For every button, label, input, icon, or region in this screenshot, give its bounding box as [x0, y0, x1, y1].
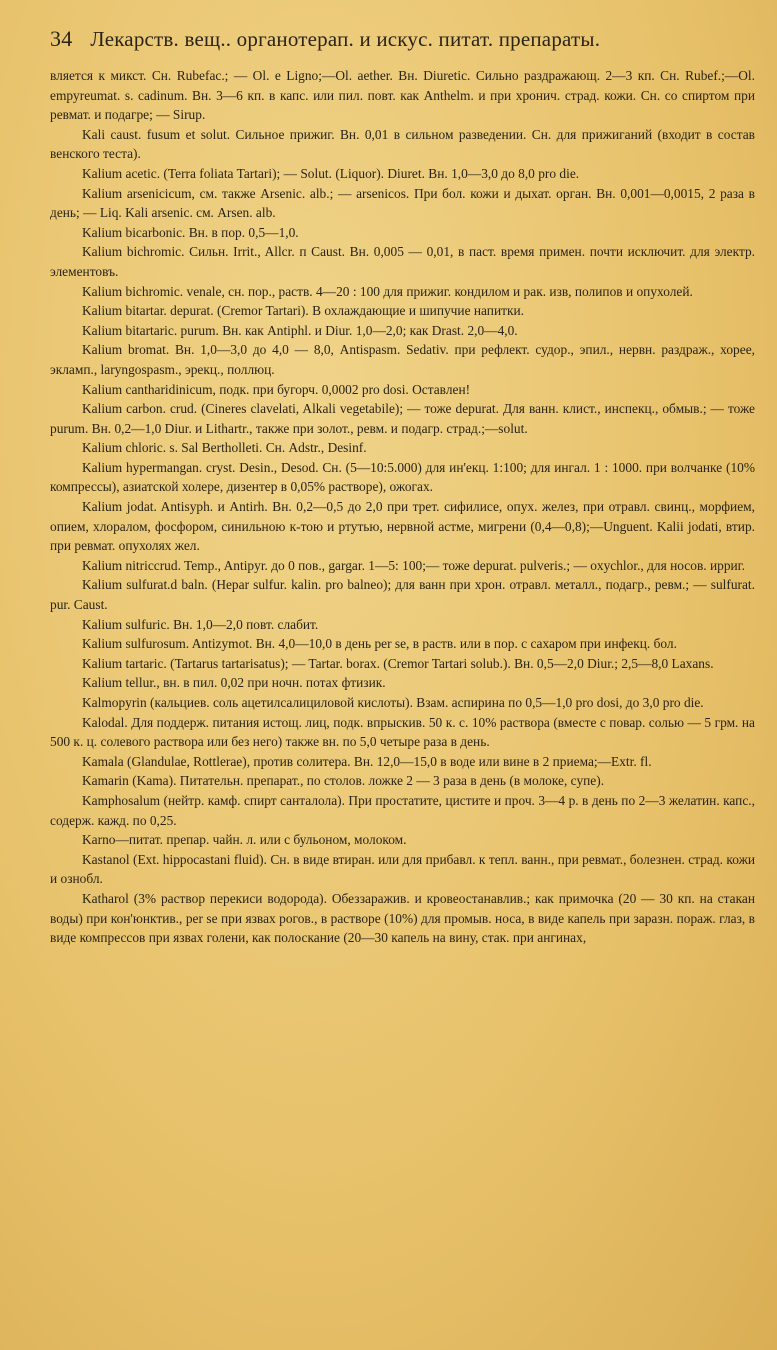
entry-paragraph: Kalium sulfurat.d baln. (Hepar sulfur. kalin. pro balneo); для ванн при хрон. отравл. металл., подагр., ревм.; — sulfurat. pur. Caust.	[50, 577, 755, 613]
entry-paragraph: Kalium tartaric. (Tartarus tartarisatus); — Tartar. borax. (Cremor Tartari solub.). Вн. 0,5—2,0 Diur.; 2,5—8,0 Laxans.	[82, 655, 714, 671]
entry-paragraph: Kalium carbon. crud. (Cineres clavelati, Alkali vegetabile); — тоже depurat. Для ванн. клист., инспекц., обмыв.; — тоже purum. Вн. 0,2—1,0 Diur. и Lithartr., также при золот., ревм. и подагр. страд.;—solut.	[50, 401, 755, 436]
entry-paragraph: Kalium bicarbonic. Вн. в пор. 0,5—1,0.	[82, 224, 299, 240]
entry-paragraph: Kalium bitartar. depurat. (Cremor Tartari). В охлаждающие и шипучие напитки.	[82, 303, 525, 319]
page-header	[50, 26, 755, 52]
entry-paragraph: вляется к микст. Сн. Rubefac.; — Ol. e Ligno;—Ol. aether. Вн. Diuretic. Сильно раздражающ. 2—3 кп. Сн. Rubef.;—Ol. empyreumat. s. cadinum. Вн. 3—6 кп. в капс. или пил. повт. как Anthelm. и при хронич. страд. кожи. Сн. со спиртом при ревмат. и подагре; — Sirup.	[50, 68, 755, 123]
entry-paragraph: Kalium chloric. s. Sal Bertholleti. Сн. Adstr., Desinf.	[82, 440, 367, 456]
entry-paragraph: Katharol (3% раствор перекиси водорода). Обеззаражив. и кровеостанавлив.; как примочка (20 — 30 кп. на стакан воды) при кон'юнктив., per se при язвах рогов., в растворе (10%) для промыв. носа, в виде капель при заразн. пораж. глаз, в виде компрессов при язвах голени, как полоскание (20—30 капель на вину, стак. при ангинах,	[50, 890, 755, 946]
entry-paragraph: Kastanol (Ext. hippocastani fluid). Сн. в виде втиран. или для прибавл. к тепл. ванн., при ревмат., болезнен. страд. кожи и ознобл.	[50, 851, 755, 887]
entry-paragraph: Kalium hypermangan. cryst. Desin., Desod. Сн. (5—10:5.000) для ин'екц. 1:100; для ингал. 1 : 1000. при волчанке (10% компрессы), азиатской холере, дизентер в 0,05% растворе), ожогах.	[50, 459, 755, 495]
entry-paragraph: Kamala (Glandulae, Rottlerae), против солитера. Вн. 12,0—15,0 в воде или вине в 2 приема;—Extr. fl.	[82, 753, 652, 769]
entry-paragraph: Kalium cantharidinicum, подк. при бугорч. 0,0002 pro dosi. Оставлен!	[82, 381, 471, 397]
entry-paragraph: Kalium bichromic. venale, сн. пор., раств. 4—20 : 100 для прижиг. кондилом и рак. изв, полипов и опухолей.	[82, 283, 693, 299]
entry-paragraph: Kalium bitartaric. purum. Вн. как Antiphl. и Diur. 1,0—2,0; как Drast. 2,0—4,0.	[82, 322, 518, 338]
entry-paragraph: Kalium tellur., вн. в пил. 0,02 при ночн. потах фтизик.	[82, 675, 386, 691]
body-text	[50, 66, 755, 948]
entry-paragraph: Kalodal. Для поддерж. питания истощ. лиц, подк. впрыскив. 50 к. с. 10% раствора (вместе с повар. солью — 5 грм. на 500 к. ц. солевого раствора или без него) также вн. по 5,0 четыре раза в день.	[50, 714, 755, 750]
entry-paragraph: Kalium arsenicicum, см. также Arsenic. alb.; — arsenicos. При бол. кожи и дыхат. орган. Вн. 0,001—0,0015, 2 раза в день; — Liq. Kali arsenic. см. Arsen. alb.	[50, 185, 755, 221]
page-number: 34	[50, 26, 73, 51]
entry-paragraph: Kalium acetic. (Terra foliata Tartari); — Solut. (Liquor). Diuret. Вн. 1,0—3,0 до 8,0 pro die.	[82, 165, 580, 181]
entry-paragraph: Kalium bichromic. Сильн. Irrit., Allcr. п Caust. Вн. 0,005 — 0,01, в паст. время примен. почти исключит. для электр. элементовъ.	[50, 244, 755, 279]
entry-paragraph: Kalium nitriccrud. Temp., Antipyr. до 0 пов., gargar. 1—5: 100;— тоже depurat. pulveris.; — oxychlor., для носов. ирриг.	[82, 557, 746, 573]
entry-paragraph: Kalium bromat. Вн. 1,0—3,0 до 4,0 — 8,0, Antispasm. Sedativ. при рефлект. судор., эпил., нервн. раздраж., хорее, экламп., laryngospasm., эрекц., поллюц.	[50, 342, 755, 377]
entry-paragraph: Kalium sulfuric. Вн. 1,0—2,0 повт. слабит.	[82, 616, 319, 632]
running-title: Лекарств. вещ.. органотерап. и искус. питат. препараты.	[90, 27, 601, 51]
entry-paragraph: Kamarin (Kama). Питательн. препарат., по столов. ложке 2 — 3 раза в день (в молоке, супе).	[82, 773, 605, 789]
entry-paragraph: Kamphosalum (нейтр. камф. спирт санталола). При простатите, цистите и проч. 3—4 р. в день по 2—3 желатин. капс., содерж. кажд. по 0,25.	[50, 792, 755, 828]
entry-paragraph: Kali caust. fusum et solut. Сильное прижиг. Вн. 0,01 в сильном разведении. Сн. для прижиганий (входит в состав венского теста).	[50, 126, 755, 162]
entry-paragraph: Kalmopyrin (кальциев. соль ацетилсалициловой кислоты). Взам. аспирина по 0,5—1,0 pro dosi, до 3,0 pro die.	[82, 695, 704, 710]
entry-paragraph: Kalium sulfurosum. Antizymot. Вн. 4,0—10,0 в день per se, в раств. или в пор. с сахаром при инфекц. бол.	[82, 636, 677, 652]
entry-paragraph: Kalium jodat. Antisyph. и Antirh. Вн. 0,2—0,5 до 2,0 при трет. сифилисе, опух. желез, при отравл. свинц., морфием, опием, хлоралом, фосфором, синильною к-тою и ртутью, нервной астме, мигрени (0,4—0,8);—Unguent. Kalii jodati, втир. при ревмат. опухолях жел.	[50, 499, 755, 554]
entry-paragraph: Karno—питат. препар. чайн. л. или с бульоном, молоком.	[82, 832, 407, 848]
